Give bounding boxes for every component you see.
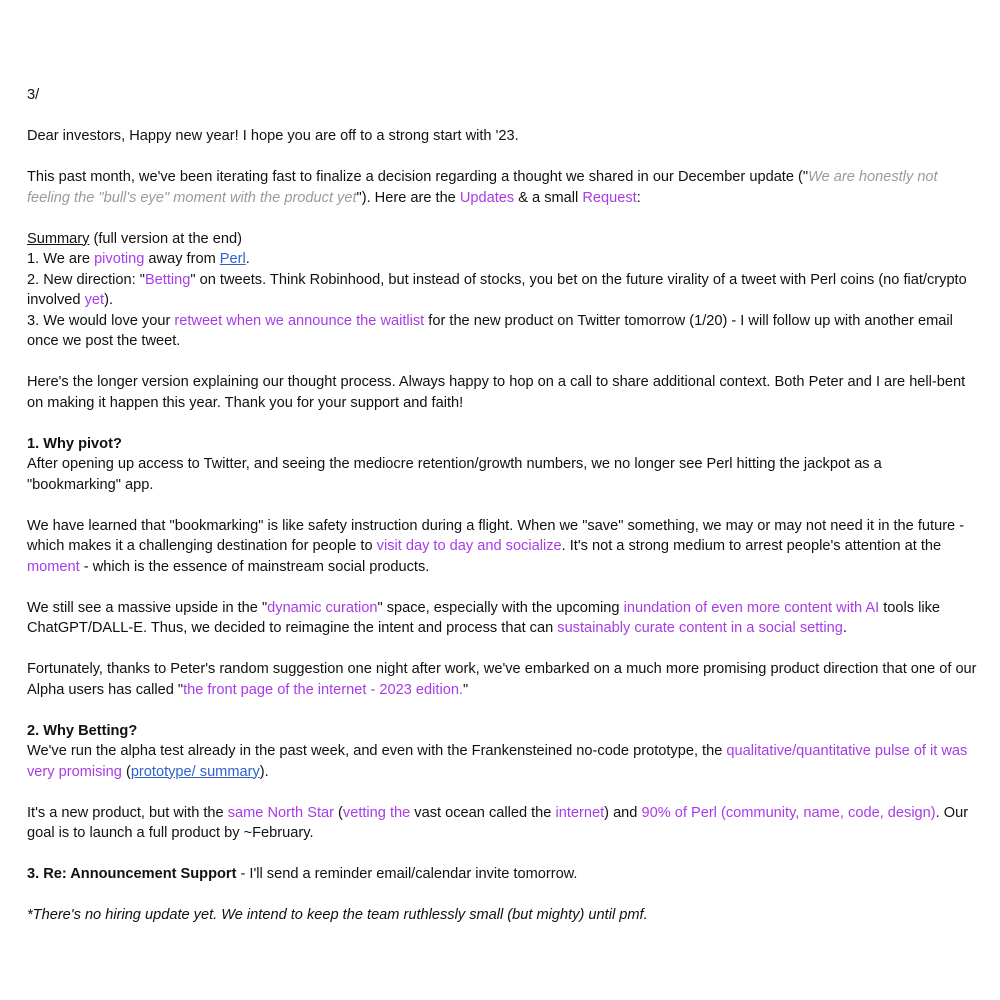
para-text: " [463, 681, 469, 698]
item-text: . [245, 251, 250, 267]
para-text: ) and [604, 804, 642, 821]
section-3-heading: 3. Re: Announcement Support [27, 866, 237, 882]
para-text: We've run the alpha test already in the past week, and even with the Frankensteined no-code prototype, the [27, 743, 727, 759]
prototype-summary-link[interactable]: prototype/ summary [130, 763, 260, 780]
intro-text: : [636, 189, 641, 206]
summary-heading [27, 229, 977, 250]
para-text: - which is the essence of mainstream social products. [79, 558, 430, 575]
sustainably-highlight: sustainably curate content in a social setting [557, 620, 843, 636]
moment-highlight: moment [27, 558, 80, 575]
vetting-highlight: vetting the [342, 804, 411, 821]
section-1-paragraph-3 [27, 598, 977, 639]
summary-item-3 [27, 311, 977, 352]
update-number: 3/ [27, 87, 40, 103]
section-2-paragraph-1 [27, 741, 977, 782]
item-text: away from [144, 251, 220, 267]
updates-highlight: Updates [459, 189, 515, 206]
longer-version-paragraph: Here's the longer version explaining our thought process. Always happy to hop on a call to share additional context. Both Peter and I are hell-bent on making it happen this year. Thank you for your support and faith! [27, 374, 966, 411]
request-highlight: Request [582, 189, 637, 206]
para-text: ( [333, 804, 343, 821]
summary-item-1 [27, 249, 977, 270]
para-text: Fortunately, thanks to Peter's random suggestion one night after work, we've embarked on a much more promising product direction that one of our Alpha users has called " [27, 661, 977, 698]
para-text: . [842, 620, 847, 636]
north-star-highlight: same North Star [227, 804, 334, 821]
item-text: 2. New direction: " [27, 271, 145, 288]
para-text: . Our goal is to launch a full product by ~February. [27, 804, 969, 841]
intro-text: "). Here are the [356, 189, 460, 206]
item-text: for the new product on Twitter tomorrow (1/20) - I will follow up with another email once we post the tweet. [27, 312, 953, 349]
front-page-highlight: the front page of the internet - 2023 edition. [183, 681, 463, 698]
para-text: tools like ChatGPT/DALL-E. Thus, we decided to reimagine the intent and process that can [27, 599, 940, 636]
perl-percent-highlight: 90% of Perl (community, name, code, design) [641, 804, 936, 821]
inundation-highlight: inundation of even more content with AI [623, 599, 880, 616]
section-2-paragraph-2 [27, 803, 977, 844]
greeting: Dear investors, Happy new year! I hope you are off to a strong start with '23. [27, 128, 519, 144]
section-1-heading: 1. Why pivot? [27, 435, 122, 452]
para-text: ( [121, 763, 131, 780]
para-text: It's a new product, but with the [27, 804, 228, 821]
item-text: ). [104, 292, 113, 308]
para-text: " space, especially with the upcoming [377, 599, 624, 616]
section-1-paragraph-4 [27, 659, 977, 700]
email-body [27, 85, 977, 926]
summary-title-suffix: (full version at the end) [89, 230, 242, 247]
perl-link[interactable]: Perl [219, 251, 246, 267]
hiring-footnote: *There's no hiring update yet. We intend to keep the team ruthlessly small (but mighty) until pmf. [27, 907, 648, 923]
section-2-heading: 2. Why Betting? [27, 722, 138, 739]
para-text: ). [259, 763, 269, 780]
section-1-paragraph-2 [27, 516, 977, 578]
item-text: " on tweets. Think Robinhood, but instead of stocks, you bet on the future virality of a tweet with Perl coins (no fiat/crypto involved [27, 271, 967, 308]
intro-text: This past month, we've been iterating fast to finalize a decision regarding a thought we shared in our December update (" [27, 169, 809, 185]
item-text: 3. We would love your [27, 312, 175, 329]
section-1-paragraph-1: After opening up access to Twitter, and seeing the mediocre retention/growth numbers, we no longer see Perl hitting the jackpot as a "bookmarking" app. [27, 456, 882, 493]
retweet-highlight: retweet when we announce the waitlist [174, 312, 425, 329]
para-text: We still see a massive upside in the " [27, 599, 268, 616]
item-text: 1. We are [27, 251, 95, 267]
para-text: We have learned that "bookmarking" is like safety instruction during a flight. When we "save" something, we may or may not need it in the future - which makes it a challenging destination for people to [27, 517, 965, 554]
internet-highlight: internet [555, 804, 605, 821]
yet-highlight: yet [84, 292, 105, 308]
section-3-text: - I'll send a reminder email/calendar invite tomorrow. [236, 866, 578, 882]
december-quote: We are honestly not feeling the "bull's eye" moment with the product yet [27, 169, 938, 206]
summary-title: Summary [27, 230, 90, 247]
pulse-highlight: qualitative/quantitative pulse of it was very promising [27, 743, 968, 780]
pivoting-highlight: pivoting [94, 251, 145, 267]
intro-paragraph [27, 167, 977, 208]
betting-highlight: Betting [144, 271, 191, 288]
dynamic-curation-highlight: dynamic curation [267, 599, 378, 616]
para-text: vast ocean called the [410, 804, 556, 821]
summary-item-2 [27, 270, 977, 311]
section-3 [27, 864, 977, 885]
intro-text: & a small [514, 189, 583, 206]
para-text: . It's not a strong medium to arrest people's attention at the [561, 538, 942, 554]
visit-highlight: visit day to day and socialize [376, 538, 562, 554]
